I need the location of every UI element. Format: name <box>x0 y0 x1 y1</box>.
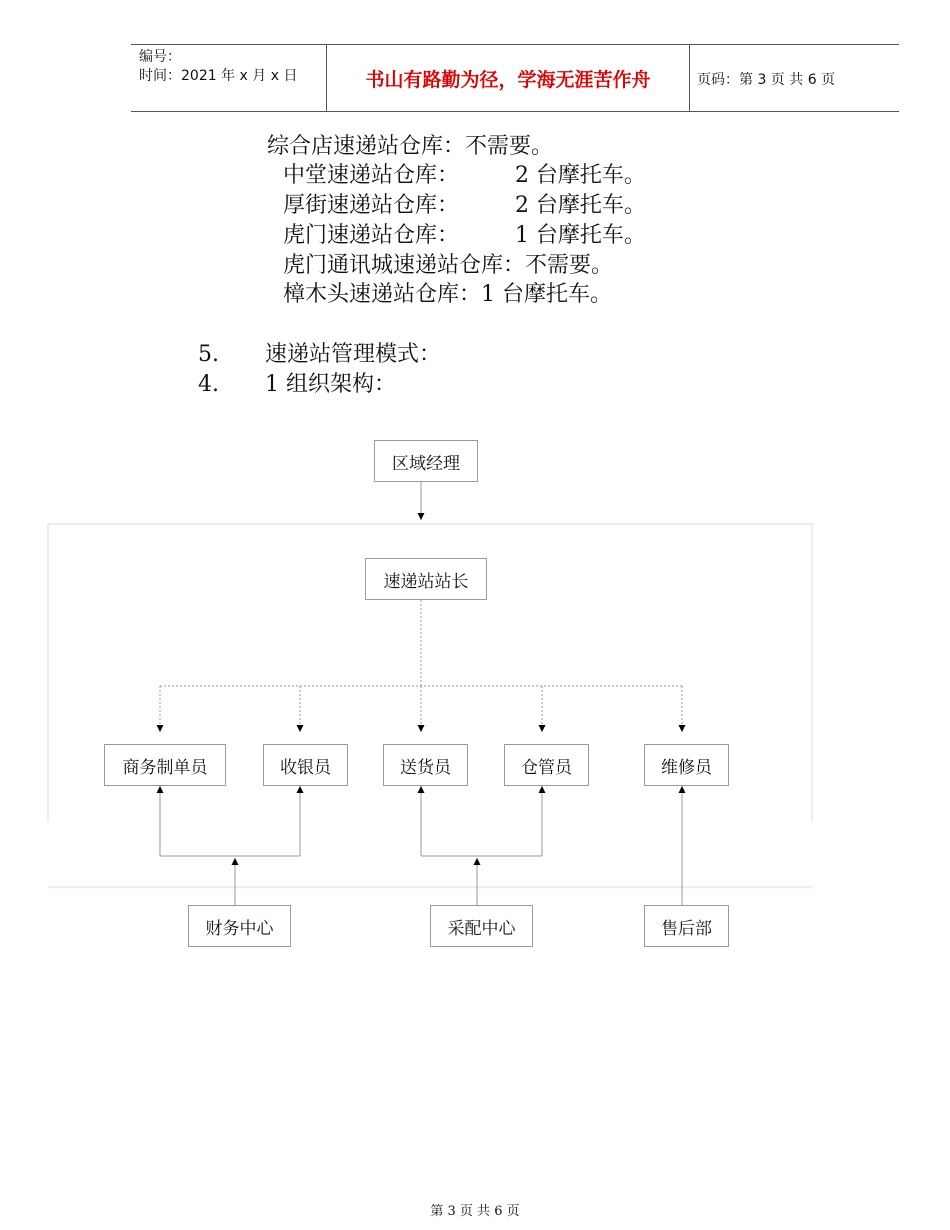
header-page-label: 页码：第 3 页 共 6 页 <box>697 72 836 88</box>
department-box: 采配中心 <box>430 905 533 947</box>
regional-manager-box: 区域经理 <box>374 440 478 482</box>
warehouse-line: 综合店速递站仓库：不需要。 <box>267 134 554 159</box>
staff-box: 商务制单员 <box>104 744 226 786</box>
warehouse-line: 虎门通讯城速递站仓库：不需要。 <box>283 253 614 278</box>
warehouse-line: 虎门速递站仓库： 1 台摩托车。 <box>283 223 646 248</box>
warehouse-line: 厚街速递站仓库： 2 台摩托车。 <box>283 193 646 218</box>
dotted-distribution <box>160 600 682 732</box>
staff-box: 送货员 <box>383 744 468 786</box>
warehouse-line: 樟木头速递站仓库：1 台摩托车。 <box>283 282 612 307</box>
time-label: 时间：2021 年 x 月 x 日 <box>139 68 298 84</box>
station-manager-box: 速递站站长 <box>365 558 487 600</box>
department-box: 财务中心 <box>188 905 291 947</box>
header-motto: 书山有路勤为径，学海无涯苦作舟 <box>365 68 651 91</box>
item-number: 5. <box>198 342 219 367</box>
department-box: 售后部 <box>644 905 729 947</box>
page-footer: 第 3 页 共 6 页 <box>430 1204 520 1219</box>
warehouse-line: 中堂速递站仓库： 2 台摩托车。 <box>283 163 646 188</box>
staff-box: 维修员 <box>644 744 729 786</box>
staff-box: 收银员 <box>263 744 348 786</box>
section-heading: 速递站管理模式： <box>265 342 442 367</box>
number-label: 编号： <box>139 49 181 65</box>
staff-box: 仓管员 <box>504 744 589 786</box>
item-number: 4. <box>198 372 219 397</box>
section-heading: 1 组织架构： <box>265 372 396 397</box>
